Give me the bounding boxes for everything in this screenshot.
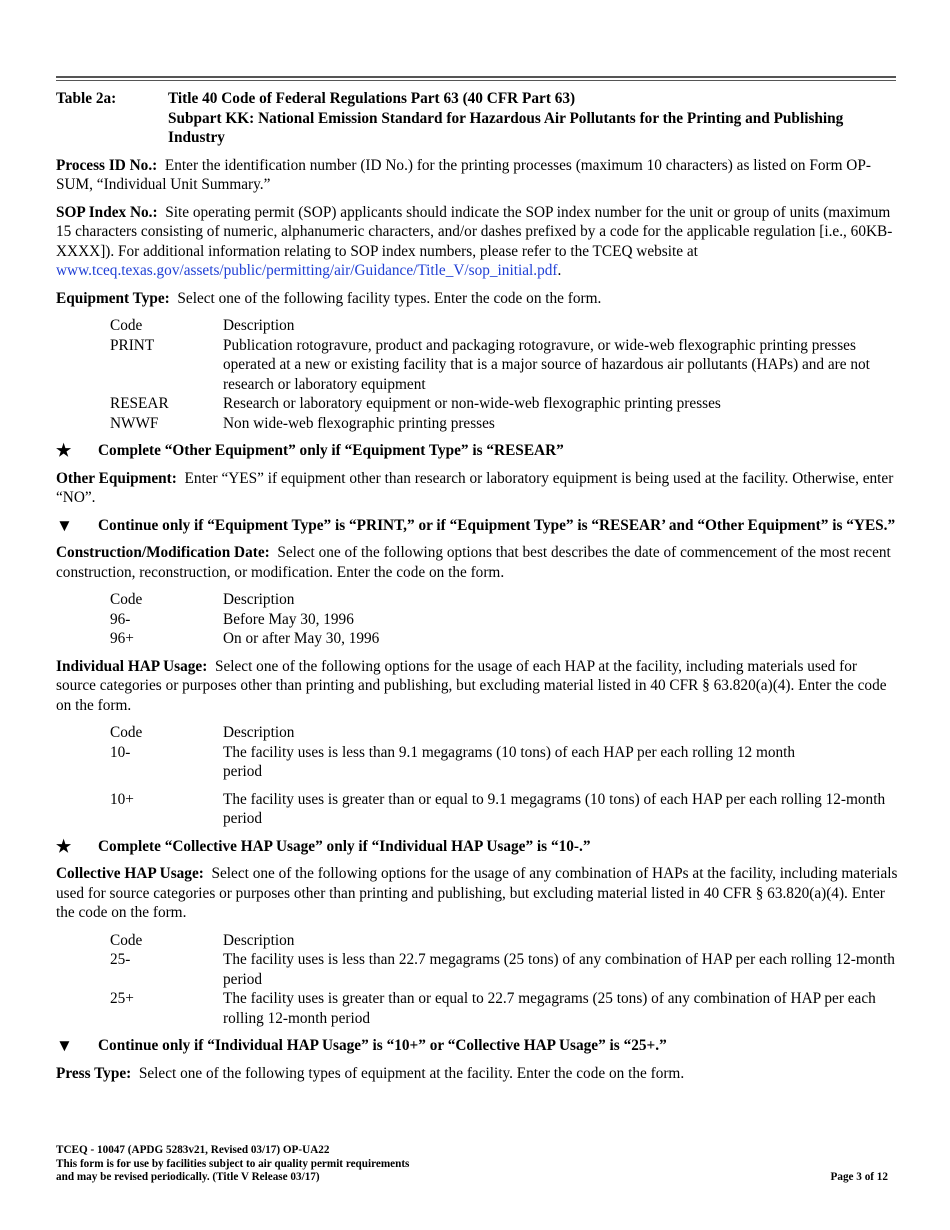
table-row (110, 790, 898, 829)
triangle-down-icon: ▼ (56, 515, 73, 535)
collective-hap-code-table (110, 931, 898, 1029)
description-header: Description (223, 317, 295, 334)
table-label: Table 2a: (56, 90, 117, 107)
table-row (110, 743, 898, 782)
description-cell: Publication rotogravure, product and packaging rotogravure, or wide-web flexographic printing presses operated at a new or existing facility that is a major source of hazardous air pollutants (HAPs) and are not research or laboratory equipment (223, 336, 870, 393)
table-row (110, 394, 898, 414)
collective-hap-text: Select one of the following options for the usage of any combination of HAPs at the facility, including materials used for source categories or purposes other than printing and publishing, but excluding material listed in 40 CFR § 63.820(a)(4). Enter the code on the form. (56, 865, 898, 921)
press-type-paragraph (56, 1064, 898, 1084)
code-header: Code (110, 591, 143, 608)
page-number: Page 3 of 12 (830, 1171, 888, 1183)
top-rule (56, 76, 896, 78)
document-body (56, 89, 898, 1091)
construction-date-label: Construction/Modification Date: (56, 544, 270, 561)
sop-index-label: SOP Index No.: (56, 203, 158, 221)
description-cell: Non wide-web flexographic printing presses (223, 414, 495, 432)
table-row (110, 336, 898, 395)
collective-hap-paragraph (56, 864, 898, 923)
note-text: Complete “Collective HAP Usage” only if “Individual HAP Usage” is “10-.” (98, 837, 591, 855)
collective-hap-label: Collective HAP Usage: (56, 865, 204, 882)
process-id-text: Enter the identification number (ID No.) for the printing processes (maximum 10 characters) as listed on Form OP-SUM, “Individual Unit Summary.” (56, 156, 871, 193)
table-row (110, 950, 898, 989)
code-cell: RESEAR (110, 395, 169, 412)
equipment-type-code-table (110, 316, 898, 433)
construction-date-paragraph (56, 543, 898, 582)
note-text: Continue only if “Individual HAP Usage” is “10+” or “Collective HAP Usage” is “25+.” (98, 1037, 667, 1054)
process-id-label: Process ID No.: (56, 156, 158, 174)
description-header: Description (223, 591, 295, 608)
table-row (110, 629, 898, 649)
code-table-header (110, 316, 898, 336)
note-text: Continue only if “Equipment Type” is “PRINT,” or if “Equipment Type” is “RESEAR’ and “Other Equipment” is “YES.” (98, 516, 896, 534)
star-icon: ★ (56, 836, 72, 856)
construction-date-code-table (110, 590, 898, 649)
individual-hap-code-table (110, 723, 898, 829)
code-cell: 96- (110, 610, 131, 628)
table-title-line1: Title 40 Code of Federal Regulations Part 63 (40 CFR Part 63) (168, 90, 576, 107)
sop-index-end: . (557, 262, 562, 279)
description-header: Description (223, 724, 295, 741)
individual-hap-text: Select one of the following options for the usage of each HAP at the facility, including materials used for source categories or purposes other than printing and publishing, but excluding material listed in 40 CFR § 63.820(a)(4). Enter the code on the form. (56, 657, 887, 714)
press-type-text: Select one of the following types of equipment at the facility. Enter the code on the form. (138, 1064, 685, 1082)
description-header: Description (223, 931, 295, 949)
sop-index-text: Site operating permit (SOP) applicants should indicate the SOP index number for the unit or group of units (maximum 15 characters consisting of numeric, alphanumeric characters, and/or dashes prefixed by a code for the applicable regulation [i.e., 60KB-XXXX]). For additional information relating to SOP index numbers, please refer to the TCEQ website at (56, 203, 893, 260)
footer-revision-note: and may be revised periodically. (Title V Release 03/17) (56, 1171, 320, 1183)
table-row (110, 610, 898, 630)
table-row (110, 989, 898, 1028)
description-cell: The facility uses is greater than or equal to 9.1 megagrams (10 tons) of each HAP per each rolling 12-month period (223, 790, 886, 827)
press-type-label: Press Type: (56, 1064, 132, 1082)
equipment-type-text: Select one of the following facility types. Enter the code on the form. (177, 289, 602, 307)
code-cell: PRINT (110, 336, 155, 354)
construction-date-text: Select one of the following options that best describes the date of commencement of the most recent construction, reconstruction, or modification. Enter the code on the form. (56, 544, 891, 581)
other-equipment-paragraph (56, 469, 898, 508)
sop-guidance-link[interactable]: www.tceq.texas.gov/assets/public/permitting/air/Guidance/Title_V/sop_initial.pdf (56, 262, 558, 279)
individual-hap-label: Individual HAP Usage: (56, 657, 208, 675)
description-cell: The facility uses is less than 22.7 megagrams (25 tons) of any combination of HAP per each rolling 12-month period (223, 951, 895, 988)
code-cell: 10- (110, 743, 131, 761)
table-row (110, 414, 898, 434)
note-text: Complete “Other Equipment” only if “Equipment Type” is “RESEAR” (98, 442, 564, 459)
process-id-paragraph (56, 156, 898, 195)
code-cell: NWWF (110, 414, 159, 432)
code-table-header (110, 723, 898, 743)
code-header: Code (110, 317, 143, 334)
individual-hap-paragraph (56, 657, 898, 716)
code-table-header (110, 590, 898, 610)
description-cell: Before May 30, 1996 (223, 610, 354, 628)
code-table-header (110, 931, 898, 951)
table-heading (56, 89, 898, 148)
footer-form-id: TCEQ - 10047 (APDG 5283v21, Revised 03/17) OP-UA22 (56, 1144, 330, 1156)
code-cell: 96+ (110, 630, 134, 647)
table-title-line2: Subpart KK: National Emission Standard for Hazardous Air Pollutants for the Printing and Publishing Industry (168, 109, 844, 146)
instruction-note (56, 441, 898, 461)
other-equipment-text: Enter “YES” if equipment other than research or laboratory equipment is being used at the facility. Otherwise, enter “NO”. (56, 469, 894, 506)
other-equipment-label: Other Equipment: (56, 469, 177, 487)
code-cell: 10+ (110, 790, 134, 808)
star-icon: ★ (56, 441, 72, 460)
description-cell: The facility uses is less than 9.1 megagrams (10 tons) of each HAP per each rolling 12 month period (223, 743, 796, 780)
description-cell: On or after May 30, 1996 (223, 630, 380, 647)
code-cell: 25+ (110, 990, 134, 1007)
description-cell: The facility uses is greater than or equal to 22.7 megagrams (25 tons) of any combination of HAP per each rolling 12-month period (223, 990, 876, 1027)
sop-index-paragraph (56, 203, 898, 281)
equipment-type-label: Equipment Type: (56, 289, 170, 307)
equipment-type-paragraph (56, 289, 898, 309)
code-header: Code (110, 724, 143, 741)
code-cell: 25- (110, 951, 131, 968)
code-header: Code (110, 931, 143, 949)
instruction-note (56, 1036, 898, 1056)
top-rule-thin (56, 80, 896, 81)
footer-usage-note: This form is for use by facilities subject to air quality permit requirements (56, 1157, 410, 1170)
triangle-down-icon: ▼ (56, 1036, 73, 1055)
description-cell: Research or laboratory equipment or non-wide-web flexographic printing presses (223, 395, 721, 412)
page-footer (56, 1144, 888, 1185)
instruction-note (56, 837, 898, 857)
instruction-note (56, 516, 898, 536)
